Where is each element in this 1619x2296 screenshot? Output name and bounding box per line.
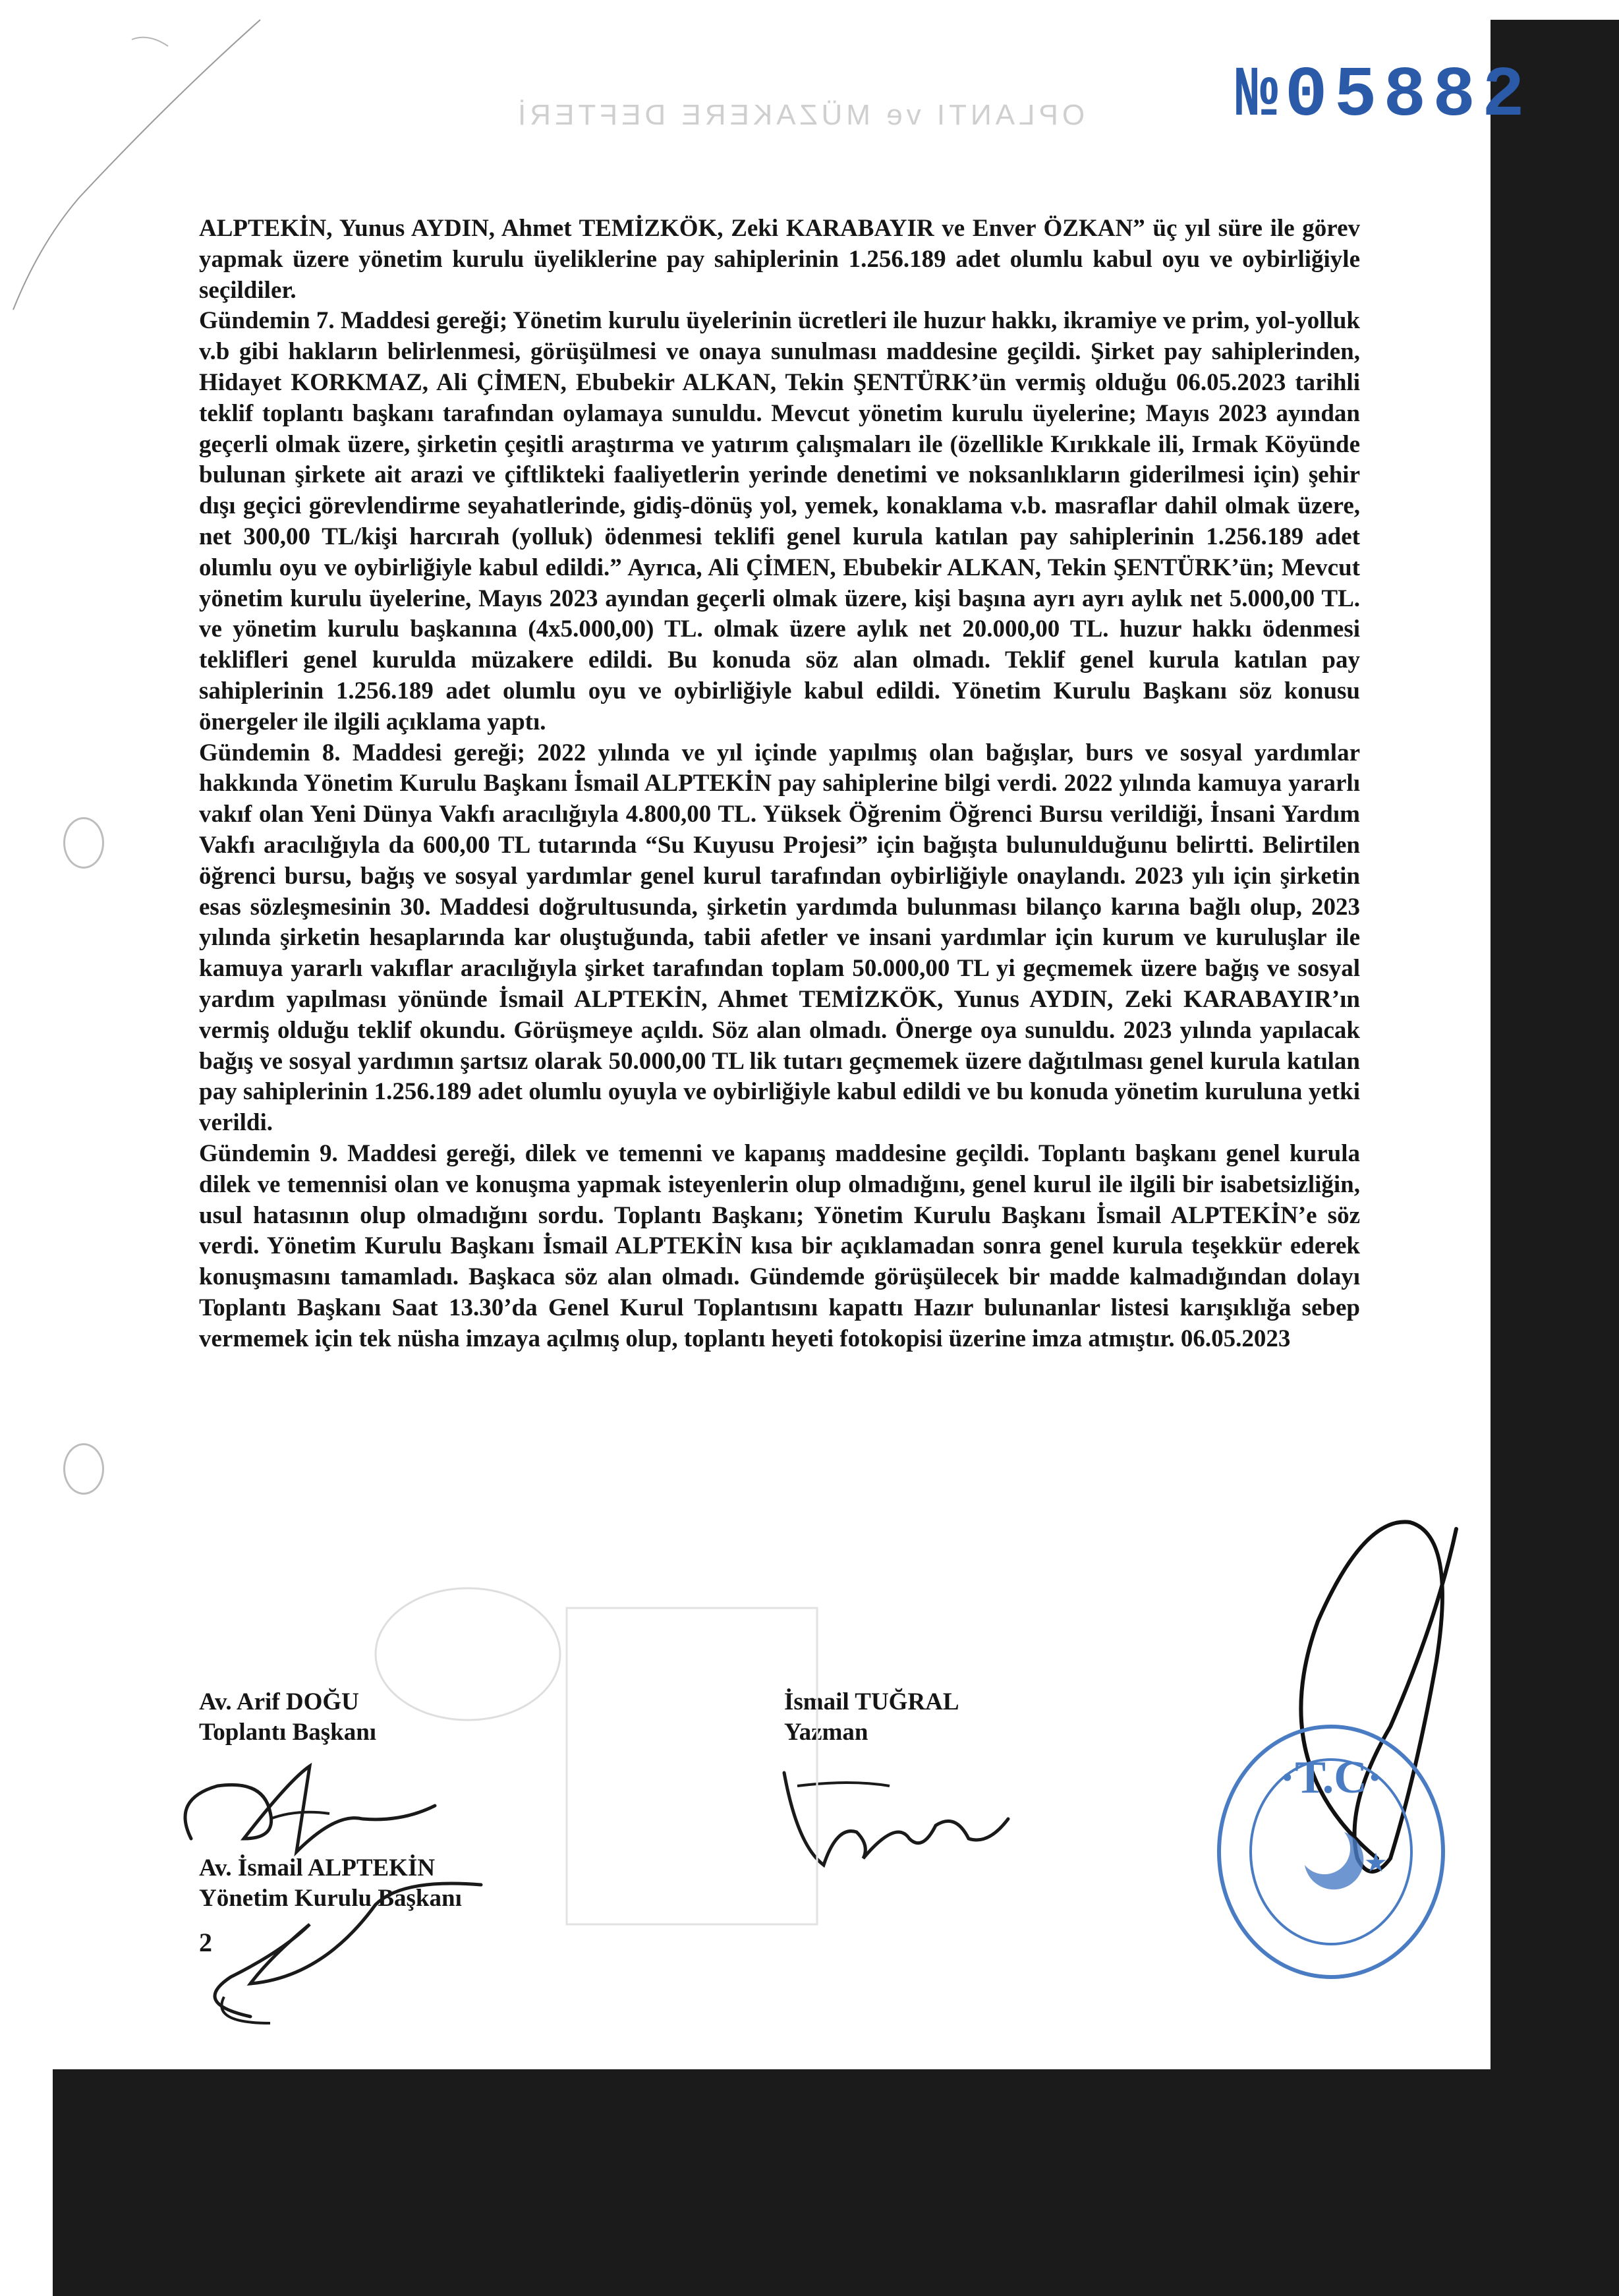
serial-number: №05882 bbox=[1236, 56, 1531, 136]
paragraph: ALPTEKİN, Yunus AYDIN, Ahmet TEMİZKÖK, Zeki KARABAYIR ve Enver ÖZKAN” üç yıl süre ile görev yapmak üzere yönetim kurulu üyeliklerine pay sahiplerinin 1.256.189 adet olumlu kabul oyu ve oybirliğiyle seçildiler. bbox=[199, 215, 1360, 304]
minutes-body bbox=[199, 214, 1360, 1354]
svg-text:·T.C·: ·T.C· bbox=[1279, 1752, 1383, 1803]
punch-hole-bottom bbox=[63, 1443, 104, 1495]
notary-seal bbox=[1206, 1713, 1456, 1990]
signatory-name: İsmail TUĞRAL bbox=[784, 1688, 959, 1715]
bleed-through-stamp bbox=[369, 1582, 830, 1951]
paragraph: Gündemin 9. Maddesi gereği, dilek ve temenni ve kapanış maddesine geçildi. Toplantı başkanı genel kurula dilek ve temennisi olan ve konuşma yapmak isteyenlerin olup olmadığını, genel kurul ile ilgili bir isabetsizliğin, usul hatasının olup olmadığını sordu. Toplantı Başkanı; Yönetim Kurulu Başkanı İsmail ALPTEKİN’e söz verdi. Yönetim Kurulu Başkanı İsmail ALPTEKİN kısa bir açıklamadan sonra genel kurula teşekkür ederek konuşmasını tamamladı. Başkaca söz alan olmadı. Gündemde görüşülecek bir madde kalmadığından dolayı Toplantı Başkanı Saat 13.30’da Genel Kurul Toplantısını kapattı Hazır bulunanlar listesi karışıklığa sebep vermemek için tek nüsha imzaya açılmış olup, toplantı heyeti fotokopisi üzerine imza atmıştır. 06.05.2023 bbox=[199, 1139, 1360, 1352]
paragraph: Gündemin 8. Maddesi gereği; 2022 yılında ve yıl içinde yapılmış olan bağışlar, burs ve sosyal yardımlar hakkında Yönetim Kurulu Başkanı İsmail ALPTEKİN pay sahiplerine bilgi verdi. 2022 yılında kamuya yararlı vakıf olan Yeni Dünya Vakfı aracılığıyla 4.800,00 TL. Yüksek Öğrenim Öğrenci Bursu verildiği, İnsani Yardım Vakfı aracılığıyla da 600,00 TL tutarında “Su Kuyusu Projesi” için bağışta bulunulduğunu belirtti. Belirtilen öğrenci bursu, bağış ve sosyal yardımlar genel kurul tarafından oybirliğiyle onaylandı. 2023 yılı için şirketin esas sözleşmesinin 30. Maddesi doğrultusunda, şirketin yardımda bulunması bilanço karına bağlı olup, 2023 yılında şirketin hesaplarında kar oluştuğunda, tabii afetler ve insani yardımlar için kurum ve kuruluşlar ile kamuya yararlı vakıflar aracılığıyla şirket tarafından toplam 50.000,00 TL yi geçmemek üzere bağış ve sosyal yardım yapılması yönünde İsmail ALPTEKİN, Ahmet TEMİZKÖK, Yunus AYDIN, Zeki KARABAYIR’ın vermiş olduğu teklif okundu. Görüşmeye açıldı. Söz alan olmadı. Önerge oya sunuldu. 2023 yılında yapılacak bağış ve sosyal yardımın şartsız olarak 50.000,00 TL lik tutarı geçmemek üzere dağıtılması genel kurula katılan pay sahiplerinin 1.256.189 adet olumlu oyuyla ve oybirliğiyle kabul edildi ve bu konuda yönetim kuruluna yetki verildi. bbox=[199, 739, 1360, 1137]
paragraph: Gündemin 7. Maddesi gereği; Yönetim kurulu üyelerinin ücretleri ile huzur hakkı, ikramiye ve prim, yol-yolluk v.b gibi hakların belirlenmesi, görüşülmesi ve onaya sunulması maddesine geçildi. Şirket pay sahiplerinden, Hidayet KORKMAZ, Ali ÇİMEN, Ebubekir ALKAN, Tekin ŞENTÜRK’ün vermiş olduğu 06.05.2023 tarihli teklif toplantı başkanı tarafından oylamaya sunuldu. Mevcut yönetim kurulu üyelerine; Mayıs 2023 ayından geçerli olmak üzere, şirketin çeşitli araştırma ve yatırım çalışmaları ile (özellikle Kırıkkale ili, Irmak Köyünde bulunan şirkete ait arazi ve çiftlikteki faaliyetlerin yerinde denetimi ve noksanlıkların giderilmesi için) şehir dışı geçici görevlendirme seyahatlerinde, gidiş-dönüş yol, yemek, konaklama v.b. masraflar dahil olmak üzere, net 300,00 TL/kişi harcırah (yolluk) ödenmesi teklifi genel kurula katılan pay sahiplerinin 1.256.189 adet olumlu oyu ve oybirliğiyle kabul edildi.” Ayrıca, Ali ÇİMEN, Ebubekir ALKAN, Tekin ŞENTÜRK’ün; Mevcut yönetim kurulu üyelerine, Mayıs 2023 ayından geçerli olmak üzere, kişi başına ayrı ayrı aylık net 5.000,00 TL. ve yönetim kurulu başkanına (4x5.000,00) TL. olmak üzere aylık net 20.000,00 TL. huzur hakkı ödenmesi teklifleri genel kurulda müzakere edildi. Bu konuda söz alan olmadı. Teklif genel kurula katılan pay sahiplerinin 1.256.189 adet olumlu oyu ve oybirliğiyle kabul edildi. Yönetim Kurulu Başkanı söz konusu önergeler ile ilgili açıklama yaptı. bbox=[199, 307, 1360, 735]
scan-border-right bbox=[1491, 20, 1619, 2296]
signatory-role: Yönetim Kurulu Başkanı bbox=[199, 1885, 462, 1912]
signature-chair bbox=[199, 1687, 376, 1748]
signatory-name: Av. Arif DOĞU bbox=[199, 1688, 359, 1715]
page-number: 2 bbox=[199, 1928, 212, 1957]
punch-hole-top bbox=[63, 817, 104, 869]
signatory-role: Yazman bbox=[784, 1719, 868, 1746]
ghost-header: OPLANTI ve MÜZAKERE DEFTERİ bbox=[514, 99, 1085, 131]
signatory-role: Toplantı Başkanı bbox=[199, 1719, 377, 1746]
scan-border-bottom bbox=[53, 2069, 1619, 2296]
signatory-name: Av. İsmail ALPTEKİN bbox=[199, 1854, 436, 1881]
svg-text:★: ★ bbox=[1364, 1848, 1388, 1878]
